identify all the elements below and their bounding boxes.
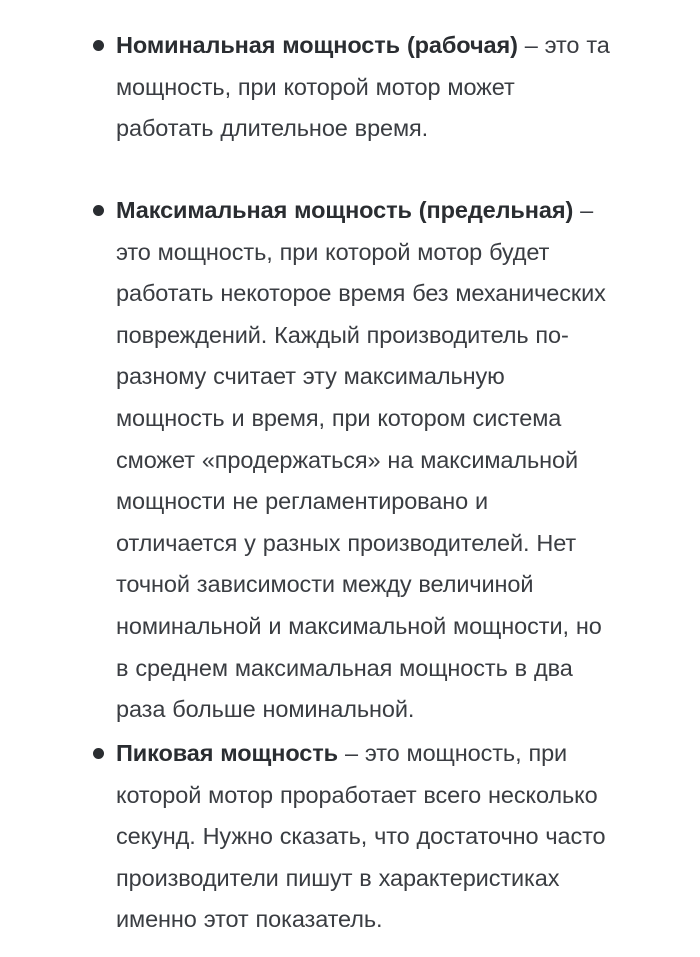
item-text: работать некоторое время без механических xyxy=(116,280,606,307)
item-text: именно этот показатель. xyxy=(116,906,383,933)
item-text: мощности не регламентировано и xyxy=(116,488,489,515)
bullet-icon xyxy=(93,748,104,759)
list-item-nominal-power xyxy=(116,25,676,150)
item-text: – это та xyxy=(517,32,610,58)
item-text: – xyxy=(573,197,594,223)
item-text: раза больше номинальной. xyxy=(116,696,415,723)
item-text: номинальной и максимальной мощности, но xyxy=(116,612,602,639)
item-text: – это мощность, при xyxy=(338,740,568,766)
item-text: разному считает эту максимальную xyxy=(116,363,505,390)
item-text: производители пишут в характеристиках xyxy=(116,864,560,891)
item-first-line xyxy=(116,190,676,232)
item-term: Номинальная мощность (рабочая) xyxy=(116,32,518,58)
bullet-icon xyxy=(93,205,104,216)
item-text: это мощность, при которой мотор будет xyxy=(116,238,550,265)
item-text: которой мотор проработает всего несколько xyxy=(116,781,598,808)
item-text: секунд. Нужно сказать, что достаточно часто xyxy=(116,823,606,850)
item-text: повреждений. Каждый производитель по- xyxy=(116,321,569,348)
item-text: работать длительное время. xyxy=(116,115,429,142)
list-item-max-power xyxy=(116,190,676,731)
item-text: отличается у разных производителей. Нет xyxy=(116,529,577,556)
bullet-icon xyxy=(93,40,104,51)
item-text: мощность, при которой мотор может xyxy=(116,73,515,100)
item-text: сможет «продержаться» на максимальной xyxy=(116,446,579,473)
item-first-line xyxy=(116,733,676,775)
item-text: точной зависимости между величиной xyxy=(116,571,534,598)
item-first-line xyxy=(116,25,676,67)
item-term: Максимальная мощность (предельная) xyxy=(116,197,574,223)
item-term: Пиковая мощность xyxy=(116,740,339,766)
list-item-peak-power xyxy=(116,733,676,941)
item-text: мощность и время, при котором система xyxy=(116,404,562,431)
item-text: в среднем максимальная мощность в два xyxy=(116,654,573,681)
